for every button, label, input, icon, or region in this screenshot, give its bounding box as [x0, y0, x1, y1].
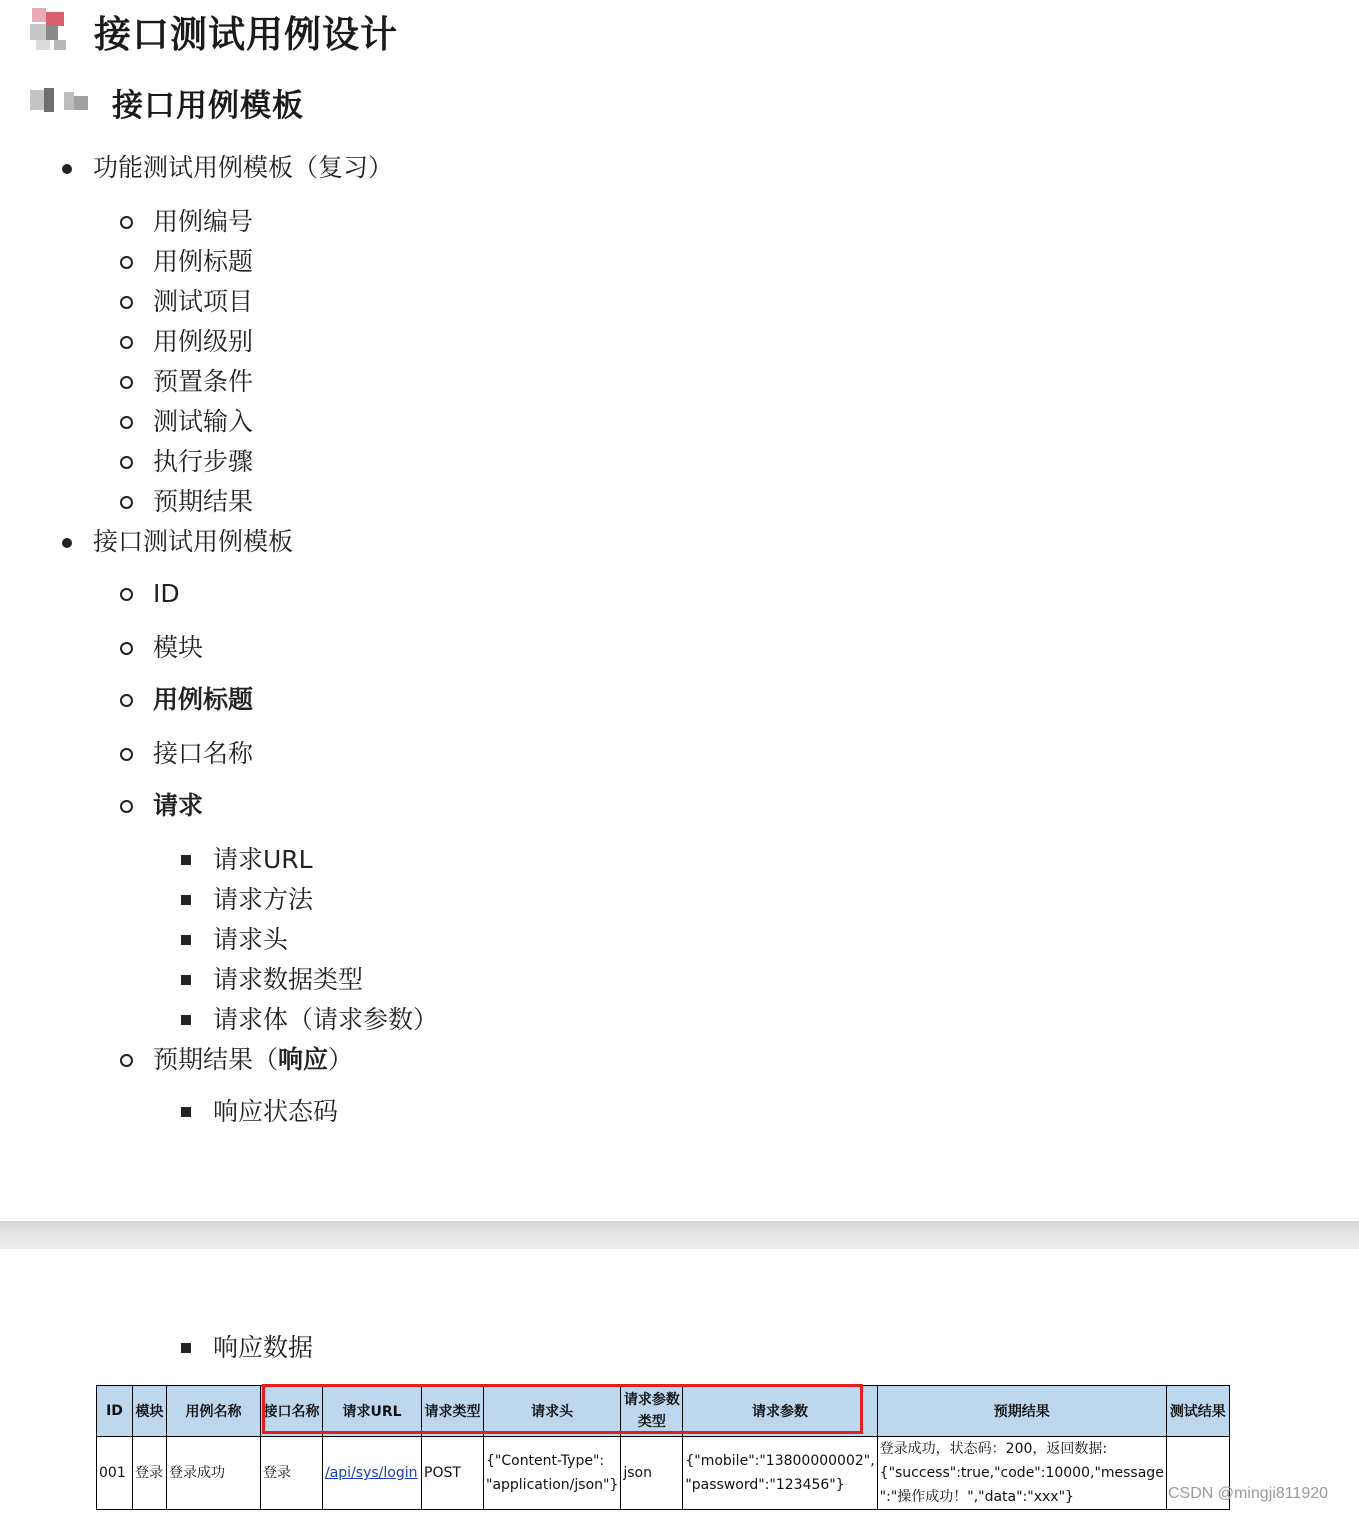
list-item: 预置条件	[153, 367, 254, 396]
list-item: ID	[153, 579, 180, 608]
table-header-cell: ID	[97, 1386, 133, 1437]
bullet-square-icon	[181, 1343, 191, 1353]
list-item-text: 预期结果（	[153, 1045, 279, 1074]
table-header-cell: 用例名称	[167, 1386, 261, 1437]
api-url-link[interactable]: /api/sys/login	[325, 1465, 418, 1481]
list-item: 响应状态码	[213, 1097, 339, 1126]
table-header-cell: 模块	[133, 1386, 167, 1437]
list-item: 用例编号	[153, 207, 254, 236]
bullet-square-icon	[181, 935, 191, 945]
list-item: 模块	[153, 633, 204, 662]
table-cell-expected	[877, 1437, 1166, 1510]
cell-line: ":"操作成功！","data":"xxx"}	[879, 1489, 1074, 1505]
bullet-circle-icon	[120, 336, 133, 349]
list-item: 请求数据类型	[213, 965, 364, 994]
list-item: 测试项目	[153, 287, 254, 316]
list-item: 接口测试用例模板	[93, 527, 294, 556]
list-item: 预期结果	[153, 487, 254, 516]
list-item: 用例标题	[153, 247, 254, 276]
bullet-square-icon	[181, 895, 191, 905]
cell-line: "application/json"}	[486, 1477, 619, 1493]
table-cell-module: 登录	[133, 1437, 167, 1510]
table-header-cell: 请求参数	[683, 1386, 877, 1437]
page-separator	[0, 1221, 1359, 1249]
list-item: 请求URL	[213, 845, 313, 874]
table-header-cell: 请求URL	[323, 1386, 422, 1437]
table-header-cell: 请求参数类型	[621, 1386, 683, 1437]
list-item: 用例级别	[153, 327, 254, 356]
bullet-square-icon	[181, 855, 191, 865]
list-item: 用例标题	[153, 685, 254, 714]
cell-line: {"Content-Type":	[486, 1453, 605, 1469]
list-item: 测试输入	[153, 407, 254, 436]
bullet-circle-icon	[120, 642, 133, 655]
heading2-logo-icon	[30, 86, 92, 114]
bullet-dot-icon	[62, 538, 72, 548]
table-header-cell: 请求类型	[422, 1386, 484, 1437]
list-item	[153, 1044, 353, 1076]
bullet-circle-icon	[120, 376, 133, 389]
bullet-circle-icon	[120, 296, 133, 309]
table-cell-method: POST	[422, 1437, 484, 1510]
table-cell-case-name: 登录成功	[167, 1437, 261, 1510]
bullet-circle-icon	[120, 800, 133, 813]
bullet-circle-icon	[120, 1054, 133, 1067]
table-header-cell: 接口名称	[261, 1386, 323, 1437]
table-header-cell: 请求头	[484, 1386, 621, 1437]
list-item: 请求头	[213, 925, 289, 954]
bullet-square-icon	[181, 975, 191, 985]
bullet-circle-icon	[120, 456, 133, 469]
table-cell-param-type: json	[621, 1437, 683, 1510]
cell-line: {"success":true,"code":10000,"message	[879, 1465, 1164, 1481]
bullet-circle-icon	[120, 748, 133, 761]
bullet-dot-icon	[62, 164, 72, 174]
list-item: 响应数据	[213, 1333, 314, 1362]
bullet-circle-icon	[120, 496, 133, 509]
bullet-square-icon	[181, 1107, 191, 1117]
list-item: 请求	[153, 791, 204, 820]
table-cell-id: 001	[97, 1437, 133, 1510]
table-header-cell: 预期结果	[877, 1386, 1166, 1437]
list-item: 请求体（请求参数）	[213, 1005, 439, 1034]
list-item: 接口名称	[153, 739, 254, 768]
table-header-row	[97, 1386, 1230, 1437]
bullet-circle-icon	[120, 216, 133, 229]
test-case-table	[96, 1385, 1230, 1510]
cell-line: 登录成功，状态码：200，返回数据:	[879, 1441, 1108, 1457]
bullet-square-icon	[181, 1015, 191, 1025]
bullet-circle-icon	[120, 694, 133, 707]
table-cell-params	[683, 1437, 877, 1510]
table-cell-api-name: 登录	[261, 1437, 323, 1510]
list-item: 请求方法	[213, 885, 314, 914]
bullet-circle-icon	[120, 416, 133, 429]
table-header-cell: 测试结果	[1166, 1386, 1229, 1437]
table-row	[97, 1437, 1230, 1510]
list-item-text: ）	[328, 1045, 354, 1074]
section-heading: 接口用例模板	[112, 88, 304, 124]
bullet-circle-icon	[120, 256, 133, 269]
bullet-circle-icon	[120, 588, 133, 601]
cell-line: "password":"123456"}	[685, 1477, 845, 1493]
list-item-bold-text: 响应	[278, 1045, 329, 1074]
page-title: 接口测试用例设计	[94, 13, 398, 56]
heading1-logo-icon	[26, 8, 70, 52]
list-item: 功能测试用例模板（复习）	[93, 153, 394, 182]
list-item: 执行步骤	[153, 447, 254, 476]
cell-line: {"mobile":"13800000002",	[685, 1453, 875, 1469]
table-cell-url	[323, 1437, 422, 1510]
table-cell-headers	[484, 1437, 621, 1510]
watermark: CSDN @mingji811920	[1168, 1485, 1329, 1502]
